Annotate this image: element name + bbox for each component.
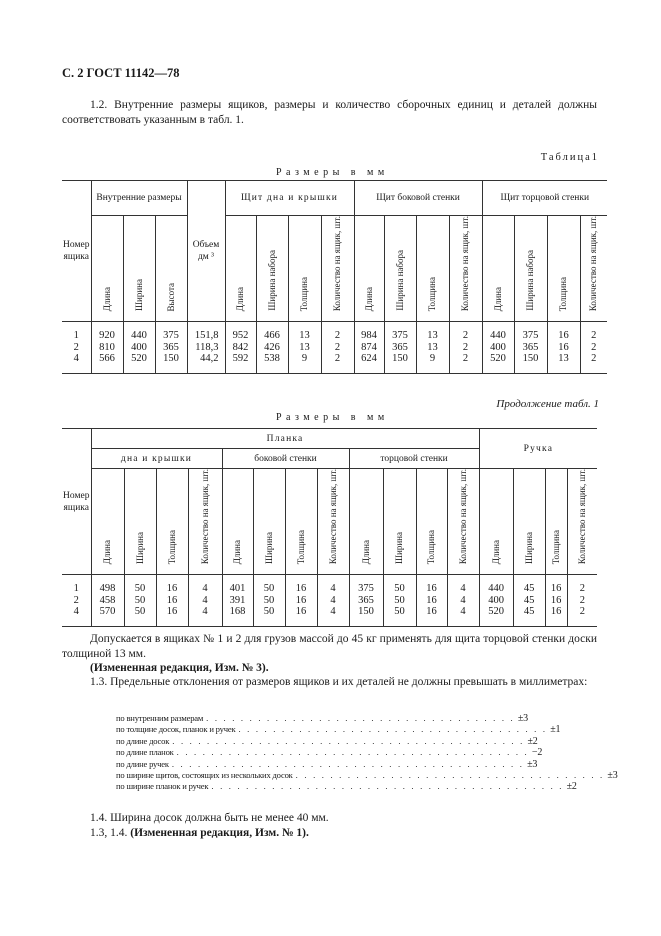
col-thickness: Толщина: [547, 216, 580, 322]
table-cell: 1 2 4: [73, 330, 79, 365]
table1-continuation-units: Размеры в мм: [276, 412, 389, 423]
col-thickness: Толщина: [416, 216, 449, 322]
page-header: С. 2 ГОСТ 11142—78: [62, 66, 180, 80]
table-cell: 4 4 4: [317, 575, 349, 627]
col-thickness: Толщина: [416, 469, 447, 575]
col-width: Ширина: [383, 469, 416, 575]
table-cell: 440 400 520: [482, 322, 514, 374]
group-side-wall: боковой стенки: [222, 449, 349, 469]
col-length: Длина: [354, 216, 384, 322]
table-cell: 50 50 50: [253, 575, 285, 627]
group-end-wall-shield: Щит торцовой стенки: [482, 181, 607, 216]
col-length: Длина: [225, 216, 256, 322]
table-cell: 151,8 118,3 44,2: [187, 322, 225, 374]
table-cell: 401 391 168: [222, 575, 253, 627]
table-row: [62, 322, 607, 374]
col-width: Ширина: [124, 469, 156, 575]
col-width: Ширина: [123, 216, 155, 322]
table-row: [62, 575, 597, 627]
table-cell: 4 4 4: [188, 575, 222, 627]
paragraph-1-4: 1.4. Ширина досок должна быть не менее 40 мм.: [90, 812, 329, 824]
table-cell: 440 400 520: [123, 322, 155, 374]
list-item: по ширине планок и ручек . . . . . . . . . . . . . . . . . . . . . . . . . . . . . . . . . . . . . . . . . ±2: [116, 781, 577, 793]
col-length: Длина: [222, 469, 253, 575]
group-internal-size: Внутренние размеры: [91, 181, 187, 216]
col-set-width: Ширина набора: [384, 216, 416, 322]
table-cell: 16 16 13: [547, 322, 580, 374]
table-cell: 50 50 50: [383, 575, 416, 627]
paragraph-1-3: 1.3. Предельные отклонения от размеров ящиков и их деталей не должны превышать в миллиметрах:: [90, 676, 588, 688]
list-item: по внутренним размерам . . . . . . . . . . . . . . . . . . . . . . . . . . . . . . . . . . . . ±3: [116, 713, 528, 724]
table-cell: 16 16 16: [285, 575, 317, 627]
table-cell: 375 365 150: [384, 322, 416, 374]
table-cell: 16 16 16: [156, 575, 188, 627]
table1: [62, 180, 607, 374]
table-cell: 984 874 624: [354, 322, 384, 374]
table1-units: Размеры в мм: [276, 167, 389, 178]
col-quantity: Количество на ящик, шт.: [188, 469, 222, 575]
table-cell: 4 4 4: [447, 575, 479, 627]
col-box-number: Номер ящика: [62, 429, 91, 575]
table-cell: 50 50 50: [124, 575, 156, 627]
list-item: по ширине щитов, состоящих из нескольких досок . . . . . . . . . . . . . . . . . . . . . . . . . . . . . . . . . . . . ±3: [116, 769, 618, 781]
col-quantity: Количество на ящик, шт.: [447, 469, 479, 575]
col-thickness: Толщина: [156, 469, 188, 575]
col-length: Длина: [349, 469, 383, 575]
group-end-wall: торцовой стенки: [349, 449, 479, 469]
group-bottom-lid-shield: Щит дна и крышки: [225, 181, 354, 216]
table-cell: 2 2 2: [449, 322, 482, 374]
group-plank: Планка: [91, 429, 479, 449]
table-cell: 375 365 150: [514, 322, 547, 374]
group-side-wall-shield: Щит боковой стенки: [354, 181, 482, 216]
col-width: Ширина: [253, 469, 285, 575]
table-cell: 440 400 520: [479, 575, 513, 627]
col-quantity: Количество на ящик, шт.: [567, 469, 597, 575]
col-width: Ширина: [513, 469, 545, 575]
table-cell: 13 13 9: [416, 322, 449, 374]
table-cell: 13 13 9: [288, 322, 321, 374]
group-handle: Ручка: [479, 429, 597, 469]
table1-continuation-caption: Продолжение табл. 1: [496, 398, 599, 410]
table-cell: 16 16 16: [545, 575, 567, 627]
table-cell: 952 842 592: [225, 322, 256, 374]
col-length: Длина: [91, 469, 124, 575]
group-bottom-lid: дна и крышки: [91, 449, 222, 469]
table-cell: 16 16 16: [416, 575, 447, 627]
edit-note-3: (Измененная редакция, Изм. № 3).: [90, 662, 269, 674]
col-thickness: Толщина: [288, 216, 321, 322]
table-cell: 375 365 150: [349, 575, 383, 627]
paragraph-1-2: 1.2. Внутренние размеры ящиков, размеры и количество сборочных единиц и деталей должны соответствовать указанным в табл. 1.: [62, 99, 597, 126]
col-length: Длина: [482, 216, 514, 322]
table-cell: 45 45 45: [513, 575, 545, 627]
list-item: по длине досок . . . . . . . . . . . . . . . . . . . . . . . . . . . . . . . . . . . . . . . . . ±2: [116, 735, 538, 747]
table1-caption: Таблица1: [540, 152, 599, 163]
table-cell: 1 2 4: [73, 583, 79, 618]
table-cell: 498 458 570: [91, 575, 124, 627]
col-quantity: Количество на ящик, шт.: [580, 216, 607, 322]
table-cell: 375 365 150: [155, 322, 187, 374]
col-quantity: Количество на ящик, шт.: [317, 469, 349, 575]
tolerance-list: [116, 713, 618, 793]
col-volume: Объем дм ³: [187, 181, 225, 322]
edit-note-1: 1.3, 1.4. (Измененная редакция, Изм. № 1).: [90, 827, 309, 839]
paragraph-allowance: Допускается в ящиках № 1 и 2 для грузов массой до 45 кг применять для щита торцовой стенки доски толщиной 13 мм.: [62, 633, 597, 660]
table-cell: 920 810 566: [91, 322, 123, 374]
col-quantity: Количество на ящик, шт.: [449, 216, 482, 322]
col-box-number: Номер ящика: [62, 181, 91, 322]
col-thickness: Толщина: [545, 469, 567, 575]
table-cell: 2 2 2: [321, 322, 354, 374]
col-height: Высота: [155, 216, 187, 322]
table-cell: 466 426 538: [256, 322, 288, 374]
col-length: Длина: [91, 216, 123, 322]
col-thickness: Толщина: [285, 469, 317, 575]
col-quantity: Количество на ящик, шт.: [321, 216, 354, 322]
table-cell: 2 2 2: [580, 322, 607, 374]
col-set-width: Ширина набора: [514, 216, 547, 322]
table-cell: 2 2 2: [567, 575, 597, 627]
list-item: по длине планок . . . . . . . . . . . . . . . . . . . . . . . . . . . . . . . . . . . . . . . . . −2: [116, 747, 543, 759]
col-set-width: Ширина набора: [256, 216, 288, 322]
list-item: по толщине досок, планок и ручек . . . . . . . . . . . . . . . . . . . . . . . . . . . . . . . . . . . . ±1: [116, 724, 561, 736]
col-length: Длина: [479, 469, 513, 575]
list-item: по длине ручек . . . . . . . . . . . . . . . . . . . . . . . . . . . . . . . . . . . . . . . . . ±3: [116, 758, 538, 770]
table1-continuation: [62, 428, 597, 627]
